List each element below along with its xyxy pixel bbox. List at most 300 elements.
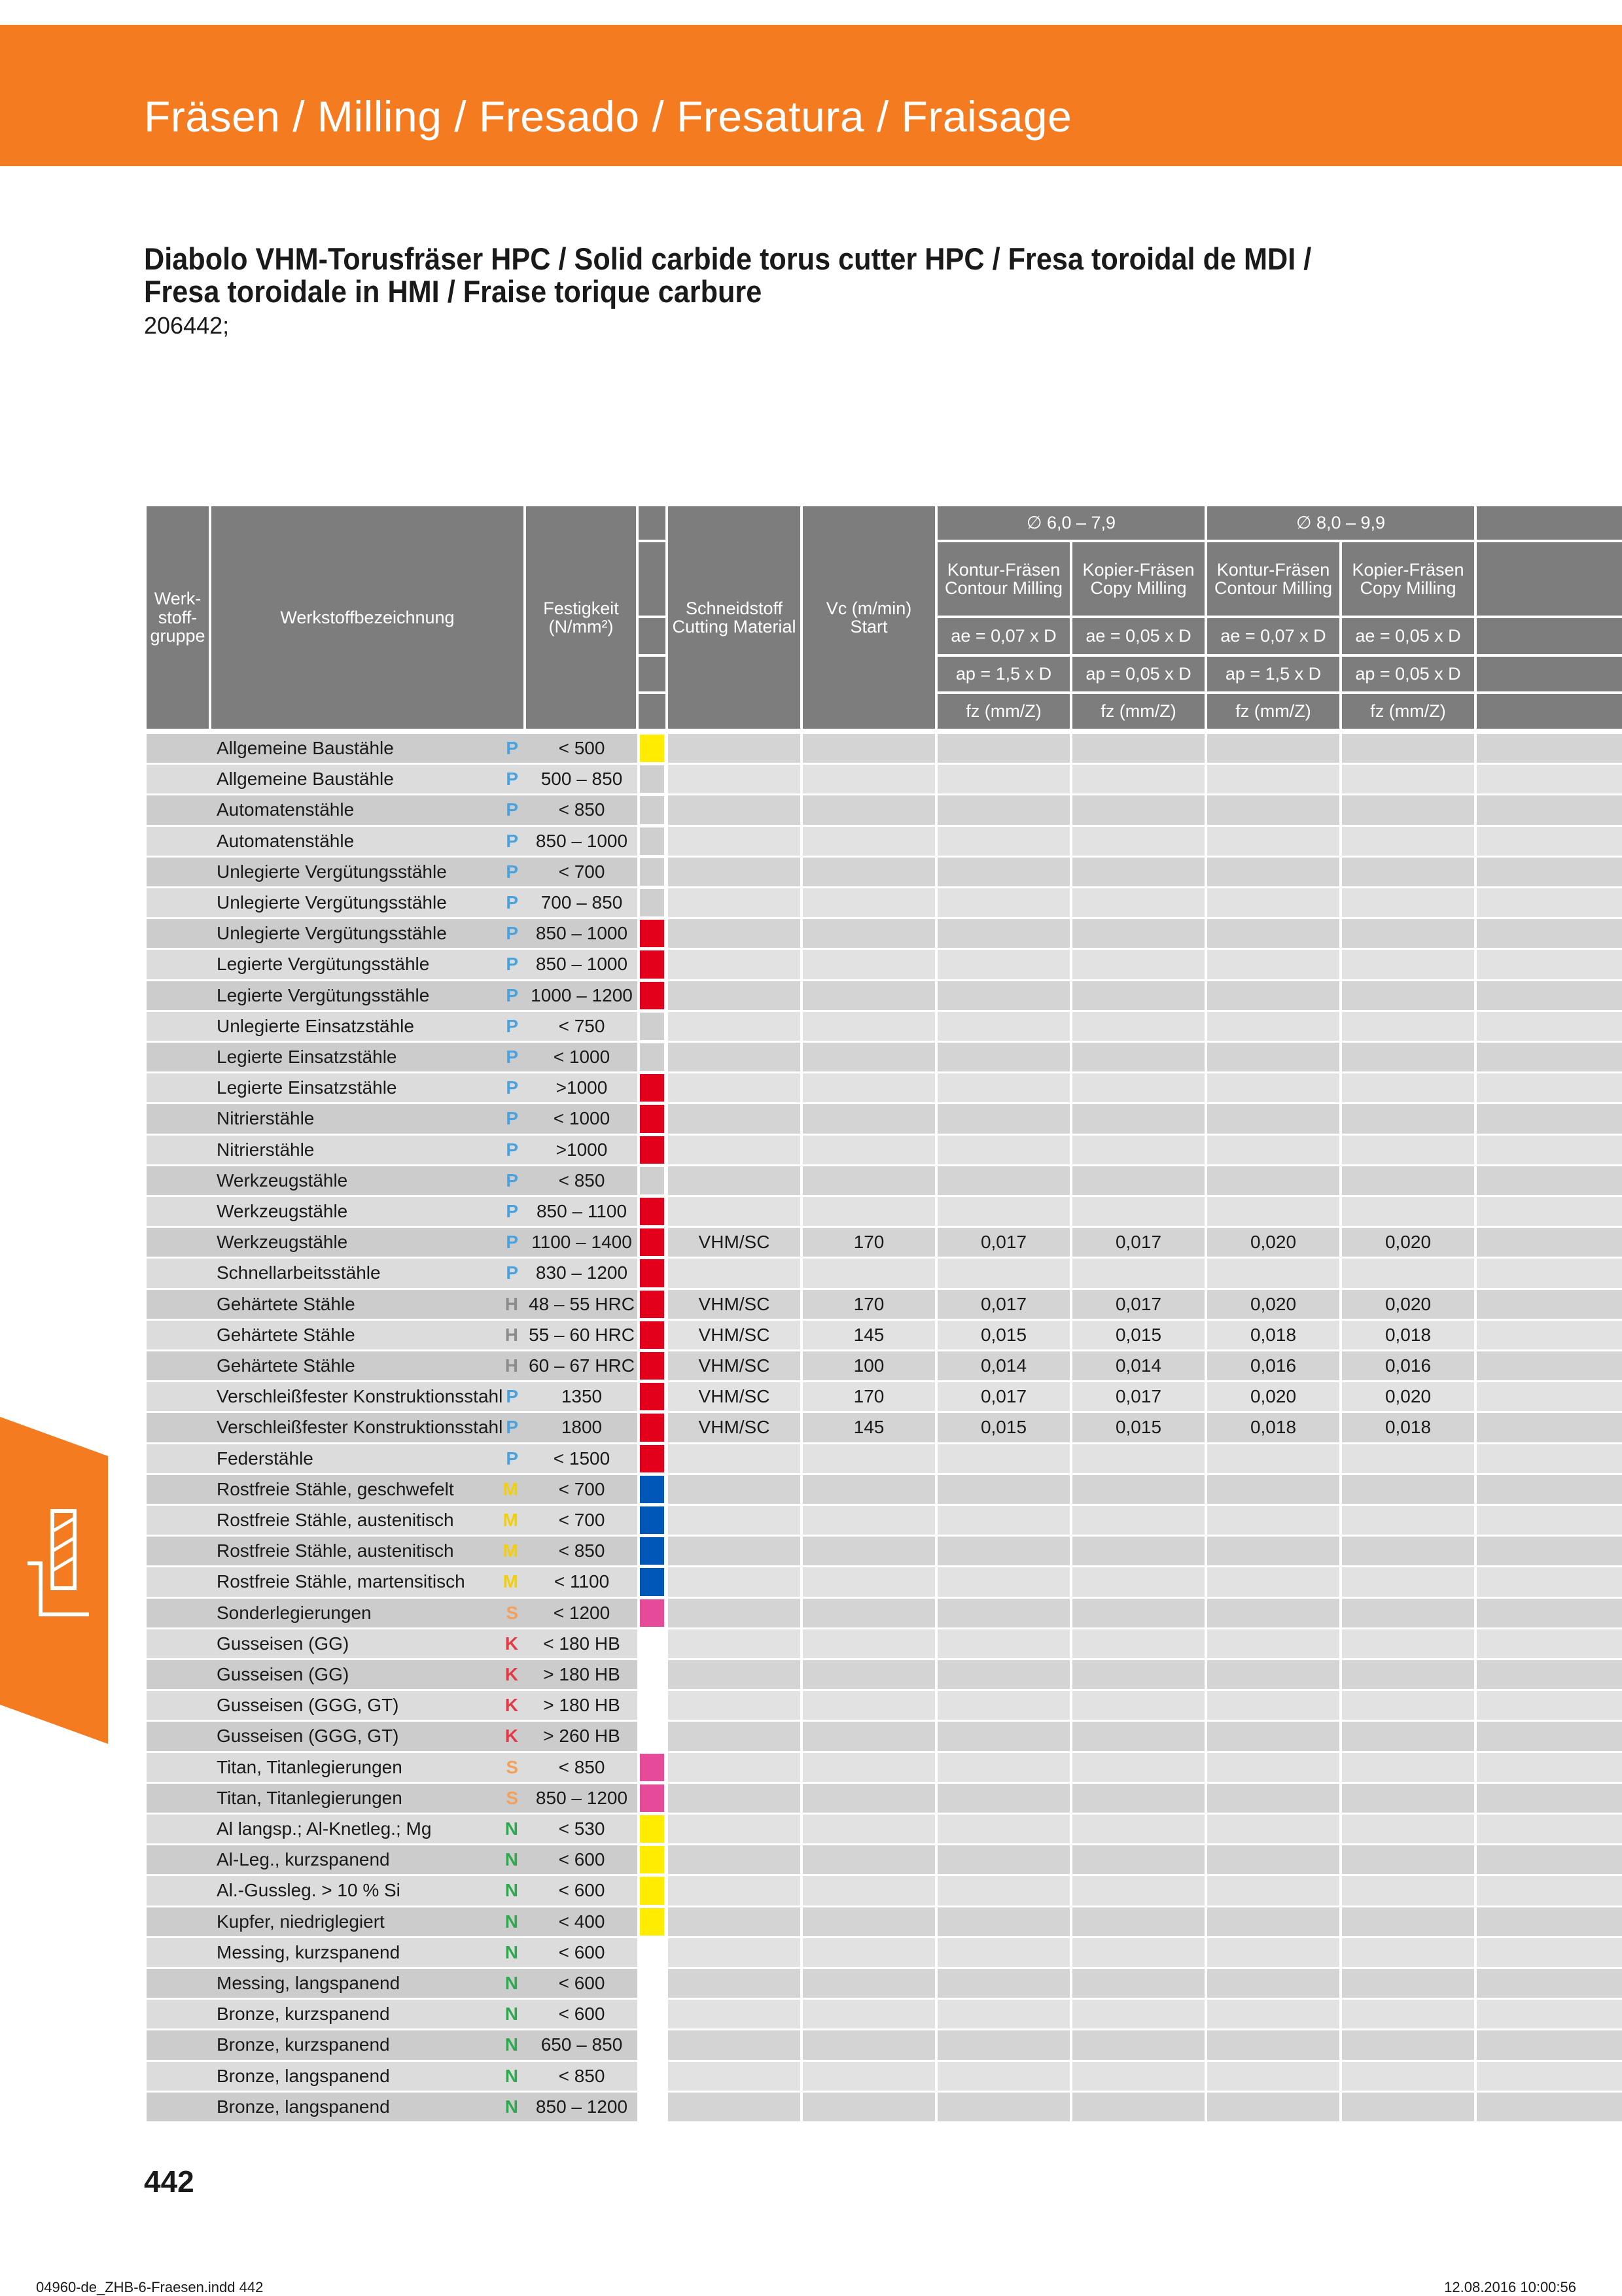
header-strength [526,506,636,729]
fz-value [1072,1506,1205,1535]
fz-value [938,1784,1070,1813]
strength-value: 650 – 850 [540,2034,623,2055]
material-group-id [147,1845,211,1874]
iso-group-letter: P [506,1448,518,1469]
fz-value [938,1166,1070,1195]
strength-value: 850 – 1000 [535,830,628,851]
vc-value: 170 [853,1293,885,1314]
header-ae-text: ae = 0,05 x D [1085,626,1191,646]
data-cell-bg [1477,1753,1622,1782]
material-name: Automatenstähle [217,799,355,820]
material-name-cell [211,858,525,886]
material-name-cell [211,2030,525,2059]
iso-group-letter: P [506,738,518,759]
fz-value [1072,1537,1205,1565]
header-suitability-slot [639,694,665,729]
iso-group-letter: P [506,892,518,913]
material-name: Titan, Titanlegierungen [217,1787,402,1808]
vc-value [803,2062,935,2091]
suitability-indicator [640,1846,664,1873]
data-cell-bg [1477,1321,1622,1349]
material-name: Werkzeugstähle [217,1232,348,1253]
fz-value: 0,018 [1250,1324,1297,1345]
data-cell-bg [1477,1938,1622,1967]
fz-value [938,1012,1070,1041]
header-material-group-text: Werk- stoff- gruppe [150,589,205,646]
data-cell-bg [1477,1444,1622,1473]
iso-group-letter: M [502,1510,518,1531]
material-name: Federstähle [217,1448,313,1469]
fz-value: 0,018 [1384,1324,1432,1345]
fz-value [938,795,1070,824]
material-group-id [147,919,211,948]
fz-value [1072,2030,1205,2059]
strength-value: 850 – 1200 [535,2096,628,2117]
suitability-indicator [640,1198,664,1225]
cutting-material-value [668,1753,800,1782]
fz-value: 0,017 [1115,1386,1162,1407]
data-cell-bg [1477,795,1622,824]
fz-value [1207,1166,1339,1195]
fz-value [938,1073,1070,1102]
iso-group-letter: N [504,1880,518,1901]
material-name: Gehärtete Stähle [217,1324,355,1345]
suitability-indicator [640,1568,664,1595]
fz-value: 0,015 [1115,1324,1162,1345]
iso-group-letter: P [506,1201,518,1222]
material-name-cell [211,1506,525,1535]
suitability-indicator [640,950,664,978]
material-name: Nitrierstähle [217,1108,315,1129]
header-extra-column [1477,542,1622,616]
fz-value [1207,1784,1339,1813]
strength-value: < 850 [558,799,605,820]
fz-value [1207,1444,1339,1473]
cutting-material-value [668,1104,800,1133]
cutting-material-value [668,888,800,917]
strength-value: < 850 [558,1756,605,1777]
fz-value [1342,1969,1474,1998]
material-name-cell [211,919,525,948]
vc-value [803,1845,935,1874]
iso-group-letter: N [504,1973,518,1994]
iso-group-letter: P [506,923,518,944]
iso-group-letter: N [504,1818,518,1839]
header-operation-text: Kontur-Fräsen Contour Milling [944,559,1063,598]
cutting-material-value: VHM/SC [698,1293,770,1314]
fz-value [938,734,1070,763]
iso-group-letter: P [506,1262,518,1283]
fz-value [938,2062,1070,2091]
data-cell-bg [1477,1228,1622,1257]
iso-group-letter: P [506,1417,518,1438]
cutting-material-value [668,1197,800,1226]
iso-group-letter: H [504,1293,518,1314]
suitability-indicator [640,1908,664,1936]
strength-value: 1100 – 1400 [531,1232,632,1253]
header-ap-text: ap = 1,5 x D [1225,664,1322,684]
header-fz-text: fz (mm/Z) [1101,701,1176,722]
iso-group-letter: H [504,1324,518,1345]
vc-value: 170 [853,1232,885,1253]
fz-value [1207,1907,1339,1936]
product-title-line-2: Fresa toroidale in HMI / Fraise torique carbure [144,274,762,309]
header-ae-text: ae = 0,07 x D [1220,626,1326,646]
suitability-indicator [640,1661,664,1688]
material-group-id [147,1537,211,1565]
strength-value: >1000 [555,1139,608,1160]
fz-value [1342,1599,1474,1627]
fz-value [938,1753,1070,1782]
fz-value [938,2093,1070,2121]
fz-value [1207,1629,1339,1658]
fz-value: 0,018 [1250,1417,1297,1438]
iso-group-letter: K [504,1695,518,1716]
iso-group-letter: N [504,2004,518,2025]
fz-value [1342,1722,1474,1750]
fz-value [1072,1197,1205,1226]
iso-group-letter: N [504,1941,518,1962]
material-group-id [147,1784,211,1813]
iso-group-letter: P [506,1077,518,1098]
iso-group-letter: N [504,2096,518,2117]
header-diameter-group-text: ∅ 8,0 – 9,9 [1296,513,1386,533]
cutting-material-value [668,1660,800,1689]
suitability-indicator [640,1692,664,1719]
fz-value [938,1815,1070,1843]
material-name: Gusseisen (GGG, GT) [217,1726,399,1747]
cutting-material-value [668,1907,800,1936]
cutting-material-value [668,1876,800,1905]
data-cell-bg [1477,1166,1622,1195]
material-name: Messing, kurzspanend [217,1941,400,1962]
strength-value: < 1100 [554,1571,610,1592]
material-name: Kupfer, niedriglegiert [217,1911,385,1932]
material-group-id [147,1938,211,1967]
suitability-indicator [640,1939,664,1966]
data-cell-bg [1477,734,1622,763]
fz-value [1342,765,1474,793]
strength-value: < 850 [558,2065,605,2086]
material-group-id [147,1290,211,1319]
vc-value [803,1197,935,1226]
suitability-indicator [640,1291,664,1318]
material-name: Gehärtete Stähle [217,1355,355,1376]
material-name: Gusseisen (GGG, GT) [217,1695,399,1716]
material-group-id [147,1413,211,1442]
iso-group-letter: K [504,1664,518,1685]
fz-value [938,1136,1070,1164]
strength-value: 850 – 1000 [535,923,628,944]
material-name: Verschleißfester Konstruktionsstahl [217,1417,503,1438]
fz-value: 0,017 [980,1293,1027,1314]
header-fz-text: fz (mm/Z) [1370,701,1446,722]
material-name-cell [211,1475,525,1504]
fz-value [938,919,1070,948]
fz-value [1342,2030,1474,2059]
suitability-indicator [640,1105,664,1132]
material-name: Allgemeine Baustähle [217,769,394,790]
fz-value [938,1444,1070,1473]
cutting-material-value [668,858,800,886]
fz-value: 0,014 [980,1355,1027,1376]
material-group-id [147,1567,211,1596]
fz-value: 0,014 [1115,1355,1162,1376]
vc-value [803,795,935,824]
data-cell-bg [1477,1290,1622,1319]
material-group-id [147,1475,211,1504]
fz-value [1207,1259,1339,1287]
suitability-indicator [640,2062,664,2090]
suitability-indicator [640,1383,664,1410]
suitability-indicator [640,1074,664,1102]
fz-value [1207,1197,1339,1226]
material-name: Rostfreie Stähle, austenitisch [217,1540,454,1561]
strength-value: < 700 [558,1478,605,1499]
data-cell-bg [1477,1567,1622,1596]
fz-value: 0,020 [1250,1232,1297,1253]
header-ap-text: ap = 0,05 x D [1085,664,1191,684]
fz-value: 0,015 [1115,1417,1162,1438]
iso-group-letter: S [506,1756,518,1777]
fz-value [1072,1073,1205,1102]
header-ap [1072,657,1205,691]
fz-value [938,1506,1070,1535]
iso-group-letter: P [506,1047,518,1068]
fz-value [1207,1012,1339,1041]
header-vc [803,506,935,729]
fz-value [938,1567,1070,1596]
cutting-material-value [668,1136,800,1164]
header-ae [938,618,1070,654]
fz-value [1342,1753,1474,1782]
fz-value [1342,981,1474,1010]
fz-value [938,1599,1070,1627]
suitability-indicator [640,1877,664,1904]
header-fz [1072,694,1205,729]
fz-value [938,2030,1070,2059]
material-group-id [147,1660,211,1689]
strength-value: < 500 [558,738,605,759]
data-cell-bg [1477,1259,1622,1287]
vc-value [803,981,935,1010]
fz-value [938,1259,1070,1287]
fz-value [1072,1629,1205,1658]
material-name: Legierte Vergütungsstähle [217,954,430,975]
fz-value [1207,1599,1339,1627]
fz-value [938,1104,1070,1133]
material-name-cell [211,795,525,824]
material-group-id [147,1073,211,1102]
material-group-id [147,1599,211,1627]
fz-value [1072,1691,1205,1720]
suitability-indicator [640,982,664,1009]
material-name: Automatenstähle [217,830,355,851]
header-cutting-material-text: Schneidstoff Cutting Material [672,598,796,636]
strength-value: 1350 [561,1386,603,1407]
cutting-material-value [668,1012,800,1041]
cutting-material-value [668,1969,800,1998]
fz-value [1072,888,1205,917]
data-cell-bg [1477,1722,1622,1750]
header-material-group [147,506,209,729]
data-cell-bg [1477,1599,1622,1627]
data-cell-bg [1477,1845,1622,1874]
data-cell-bg [1477,1969,1622,1998]
material-name-cell [211,1259,525,1287]
header-extra-column [1477,694,1622,729]
strength-value: < 530 [558,1818,605,1839]
fz-value [1207,1938,1339,1967]
data-cell-bg [1477,1815,1622,1843]
fz-value [1072,919,1205,948]
vc-value [803,1104,935,1133]
fz-value [1072,827,1205,856]
fz-value: 0,020 [1384,1293,1432,1314]
material-group-id [147,1321,211,1349]
data-cell-bg [1477,765,1622,793]
data-cell-bg [1477,1351,1622,1380]
material-group-id [147,981,211,1010]
strength-value: > 260 HB [543,1726,620,1747]
cutting-material-value: VHM/SC [698,1232,770,1253]
fz-value [1342,950,1474,979]
fz-value [1342,1537,1474,1565]
fz-value: 0,020 [1250,1293,1297,1314]
fz-value [1207,1506,1339,1535]
cutting-material-value [668,1938,800,1967]
cutting-material-value: VHM/SC [698,1324,770,1345]
fz-value [1072,1722,1205,1750]
material-group-id [147,1506,211,1535]
vc-value [803,888,935,917]
suitability-indicator [640,1321,664,1349]
fz-value [1207,888,1339,917]
vc-value [803,2000,935,2028]
header-extra-column [1477,618,1622,654]
fz-value [1072,1876,1205,1905]
fz-value [938,827,1070,856]
data-cell-bg [1477,827,1622,856]
header-material-name [211,506,523,729]
fz-value [938,1629,1070,1658]
fz-value [938,1691,1070,1720]
strength-value: < 700 [558,861,605,882]
material-name: Verschleißfester Konstruktionsstahl [217,1386,503,1407]
material-name-cell [211,1938,525,1967]
iso-group-letter: P [506,1386,518,1407]
material-group-id [147,858,211,886]
fz-value [938,1907,1070,1936]
vc-value [803,1876,935,1905]
suitability-indicator [640,1013,664,1040]
fz-value: 0,017 [1115,1293,1162,1314]
material-name: Legierte Einsatzstähle [217,1047,397,1068]
header-ap [938,657,1070,691]
fz-value [1342,2093,1474,2121]
fz-value [1342,1876,1474,1905]
suitability-indicator [640,827,664,855]
fz-value: 0,015 [980,1324,1027,1345]
vc-value [803,765,935,793]
iso-group-letter: P [506,769,518,790]
material-name-cell [211,1660,525,1689]
fz-value [1207,1043,1339,1071]
strength-value: < 850 [558,1540,605,1561]
fz-value [938,888,1070,917]
suitability-indicator [640,1630,664,1658]
material-name: Unlegierte Einsatzstähle [217,1015,414,1036]
fz-value [1207,1876,1339,1905]
data-cell-bg [1477,1876,1622,1905]
strength-value: 830 – 1200 [535,1262,628,1283]
fz-value [1072,1784,1205,1813]
material-name: Gusseisen (GG) [217,1633,349,1654]
fz-value [1072,1845,1205,1874]
header-suitability-slot [639,506,665,540]
material-name-cell [211,1969,525,1998]
fz-value [1207,919,1339,948]
material-name: Gusseisen (GG) [217,1664,349,1685]
vc-value [803,1599,935,1627]
fz-value [938,1660,1070,1689]
fz-value [1342,795,1474,824]
header-suitability-slot [639,542,665,616]
material-group-id [147,1382,211,1411]
fz-value [1207,1691,1339,1720]
strength-value: 700 – 850 [540,892,623,913]
fz-value [1072,1136,1205,1164]
cutting-material-value: VHM/SC [698,1386,770,1407]
material-name-cell [211,827,525,856]
strength-value: < 750 [558,1015,605,1036]
fz-value [1207,1073,1339,1102]
vc-value [803,734,935,763]
header-ae-text: ae = 0,05 x D [1355,626,1461,646]
fz-value [938,981,1070,1010]
material-name-cell [211,1228,525,1257]
cutting-material-value: VHM/SC [698,1417,770,1438]
header-material-name-text: Werkstoffbezeichnung [280,607,455,627]
fz-value [938,2000,1070,2028]
fz-value [1072,1660,1205,1689]
data-cell-bg [1477,2000,1622,2028]
header-strength-text: Festigkeit (N/mm²) [543,598,619,636]
fz-value [1207,1660,1339,1689]
cutting-material-value [668,1537,800,1565]
data-cell-bg [1477,1506,1622,1535]
fz-value [1207,1136,1339,1164]
fz-value [938,1475,1070,1504]
material-name-cell [211,1166,525,1195]
material-group-id [147,1753,211,1782]
section-title: Fräsen / Milling / Fresado / Fresatura / Fraisage [144,92,1072,141]
vc-value [803,1629,935,1658]
suitability-indicator [640,2000,664,2028]
iso-group-letter: M [502,1571,518,1592]
material-group-id [147,2000,211,2028]
material-group-id [147,1691,211,1720]
fz-value [1207,950,1339,979]
vc-value [803,1660,935,1689]
iso-group-letter: P [506,1170,518,1191]
header-suitability-slot [639,657,665,691]
material-name-cell [211,765,525,793]
data-cell-bg [1477,2062,1622,2091]
material-name: Unlegierte Vergütungsstähle [217,861,447,882]
cutting-material-value [668,734,800,763]
iso-group-letter: P [506,954,518,975]
